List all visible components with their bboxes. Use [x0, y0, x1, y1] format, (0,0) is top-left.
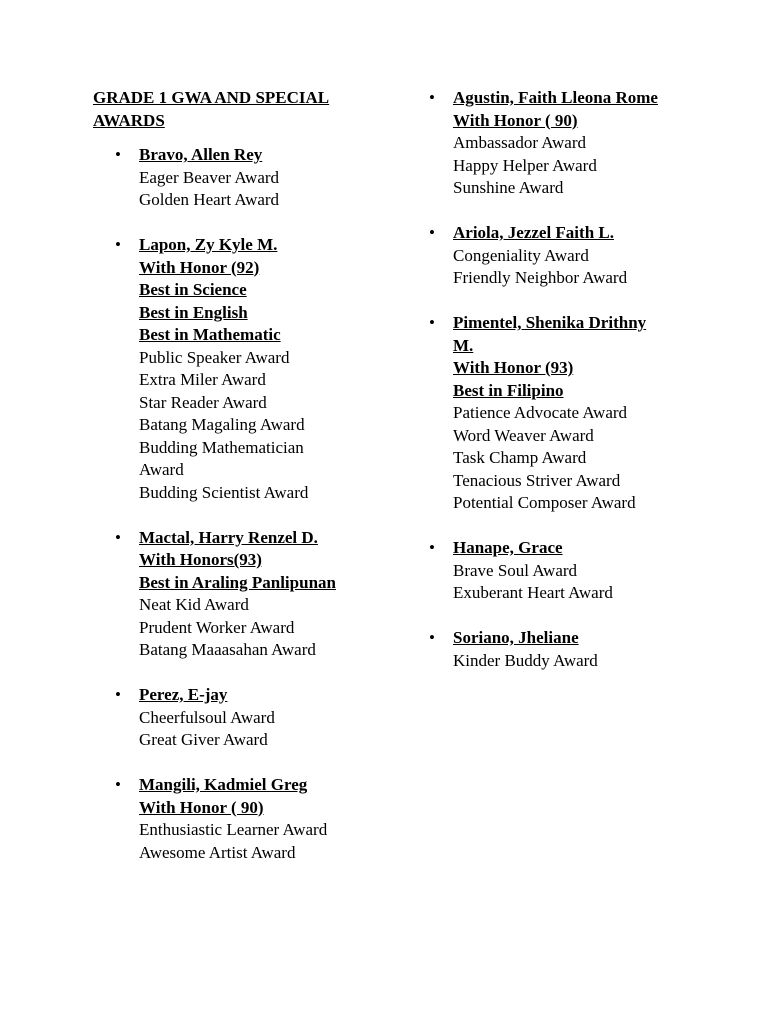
- honor-line: With Honor ( 90): [453, 110, 578, 130]
- award-line: Great Giver Award: [139, 730, 268, 749]
- award-line: Friendly Neighbor Award: [453, 268, 628, 287]
- award-line: Tenacious Striver Award: [453, 470, 621, 490]
- student-name: Bravo, Allen Rey: [139, 145, 263, 164]
- student-name: Pimentel, Shenika Drithny: [453, 313, 647, 332]
- award-line: Brave Soul Award: [453, 560, 578, 580]
- right-column: [429, 87, 713, 695]
- bullet-icon: •: [115, 527, 121, 547]
- student-entry: [115, 684, 399, 752]
- student-name: Soriano, Jheliane: [453, 628, 579, 647]
- bullet-icon: •: [115, 145, 121, 164]
- page-title: GRADE 1 GWA AND SPECIAL AWARDS: [93, 88, 330, 130]
- honor-line: Best in English: [139, 302, 248, 322]
- award-line: Cheerfulsoul Award: [139, 707, 275, 727]
- award-line: Word Weaver Award: [453, 425, 594, 445]
- award-line: Prudent Worker Award: [139, 617, 295, 637]
- student-entry: [429, 537, 713, 605]
- award-line: Kinder Buddy Award: [453, 650, 598, 670]
- award-line: Sunshine Award: [453, 178, 564, 197]
- student-name: Perez, E-jay: [139, 685, 228, 704]
- award-line: Happy Helper Award: [453, 155, 597, 175]
- award-line: Extra Miler Award: [139, 370, 266, 389]
- bullet-icon: •: [115, 685, 121, 704]
- award-line: Public Speaker Award: [139, 347, 290, 367]
- student-name: Mactal, Harry Renzel D.: [139, 527, 318, 547]
- student-entry: [429, 87, 713, 200]
- honor-line: Best in Mathematic: [139, 325, 281, 344]
- honor-line: Best in Science: [139, 280, 247, 299]
- student-entry: [429, 222, 713, 290]
- honor-line: Best in Araling Panlipunan: [139, 572, 336, 592]
- honor-line: With Honors(93): [139, 550, 262, 569]
- award-line: Awesome Artist Award: [139, 842, 296, 862]
- bullet-icon: •: [429, 313, 435, 332]
- student-entry: [115, 527, 399, 662]
- award-line: Batang Maaasahan Award: [139, 640, 316, 659]
- award-line: Budding Mathematician: [139, 437, 304, 457]
- award-line: Batang Magaling Award: [139, 415, 305, 434]
- bullet-icon: •: [115, 235, 121, 254]
- award-line: Congeniality Award: [453, 245, 589, 265]
- bullet-icon: •: [429, 223, 435, 242]
- award-line: Ambassador Award: [453, 133, 586, 152]
- award-line: Enthusiastic Learner Award: [139, 820, 328, 839]
- student-entry: [115, 144, 399, 212]
- honor-line: With Honor (93): [453, 358, 574, 377]
- award-line: Eager Beaver Award: [139, 167, 280, 187]
- bullet-icon: •: [429, 628, 435, 647]
- student-entry: [429, 627, 713, 672]
- student-name-continued: M.: [453, 335, 474, 355]
- bullet-icon: •: [429, 88, 435, 107]
- award-line: Exuberant Heart Award: [453, 583, 613, 602]
- award-line: Star Reader Award: [139, 392, 267, 412]
- honor-line: With Honor ( 90): [139, 797, 264, 817]
- award-line: Patience Advocate Award: [453, 403, 628, 422]
- honor-line: Best in Filipino: [453, 380, 564, 400]
- student-name: Hanape, Grace: [453, 538, 563, 557]
- award-line: Neat Kid Award: [139, 595, 249, 614]
- award-line: Task Champ Award: [453, 448, 587, 467]
- student-entry: [115, 774, 399, 864]
- bullet-icon: •: [429, 538, 435, 557]
- student-name: Mangili, Kadmiel Greg: [139, 775, 308, 794]
- award-line: Potential Composer Award: [453, 493, 636, 512]
- student-name: Ariola, Jezzel Faith L.: [453, 223, 614, 242]
- student-entry: [115, 234, 399, 504]
- honor-line: With Honor (92): [139, 257, 260, 277]
- student-name: Lapon, Zy Kyle M.: [139, 235, 278, 254]
- left-column: [115, 144, 399, 887]
- student-entry: [429, 312, 713, 515]
- student-name: Agustin, Faith Lleona Rome: [453, 88, 658, 107]
- award-line: Award: [139, 460, 184, 479]
- award-line: Golden Heart Award: [139, 190, 280, 209]
- bullet-icon: •: [115, 775, 121, 794]
- award-line: Budding Scientist Award: [139, 482, 309, 502]
